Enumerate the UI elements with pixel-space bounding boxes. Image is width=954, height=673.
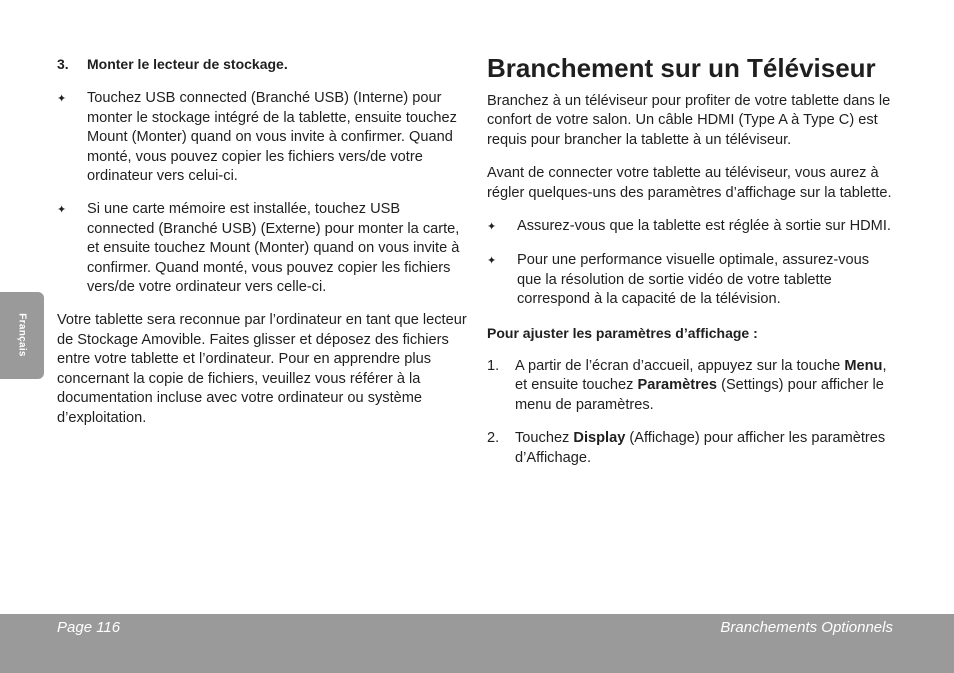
language-tab bbox=[0, 292, 44, 379]
item-text-part: A partir de l’écran d’accueil, appuyez sur la touche bbox=[515, 358, 845, 375]
list-item bbox=[487, 251, 892, 309]
bullet-text: Si une carte mémoire est installée, touchez USB connected (Branché USB) (Externe) pour monter la carte, et ensuite touchez Mount (Monter) quand on vous invite à confirmer. Quand monté, vous pouvez copier les fichiers vers/de votre ordinateur vers celle-ci. bbox=[87, 201, 460, 296]
item-number: 2. bbox=[487, 430, 500, 447]
bullet-text: Assurez-vous que la tablette est réglée à sortie sur HDMI. bbox=[517, 218, 891, 235]
page-title: Branchement sur un Téléviseur bbox=[487, 53, 876, 83]
settings-term: Paramètres bbox=[637, 377, 718, 394]
list-item bbox=[57, 200, 467, 297]
body-paragraph: Avant de connecter votre tablette au téléviseur, vous aurez à régler quelques-uns des paramètres d’affichage sur la tablette. bbox=[487, 165, 892, 201]
page-number: Page 116 bbox=[57, 619, 121, 636]
step-3-heading bbox=[57, 55, 467, 74]
list-item bbox=[57, 89, 467, 186]
numbered-item bbox=[487, 357, 892, 415]
page-footer bbox=[0, 614, 954, 673]
item-text-part: Touchez bbox=[515, 430, 574, 447]
list-item bbox=[487, 217, 892, 237]
star-bullet-icon: ✦ bbox=[57, 93, 67, 106]
language-label: Français bbox=[16, 313, 28, 357]
body-paragraph: Votre tablette sera reconnue par l’ordinateur en tant que lecteur de Stockage Amovible. Faites glisser et déposez des fichiers entre votre tablette et l’ordinateur. Pour en apprendre plus concernant la copie de fichiers, veuillez vous référer à la documentation incluse avec votre ordinateur ou système d’exploitation. bbox=[57, 312, 467, 426]
star-bullet-icon: ✦ bbox=[57, 204, 67, 217]
step-title: Monter le lecteur de stockage. bbox=[87, 56, 288, 72]
bullet-text: Pour une performance visuelle optimale, assurez-vous que la résolution de sortie vidéo de votre tablette correspond à la capacité de la télévision. bbox=[517, 252, 870, 308]
item-text bbox=[515, 357, 892, 415]
numbered-item bbox=[487, 429, 892, 468]
item-number: 1. bbox=[487, 358, 500, 375]
item-text bbox=[515, 429, 892, 468]
item-text-part: (Settings) pour afficher le menu de paramètres. bbox=[515, 377, 884, 413]
star-bullet-icon: ✦ bbox=[487, 255, 497, 268]
step-number: 3. bbox=[57, 56, 69, 72]
bullet-text: Touchez USB connected (Branché USB) (Interne) pour monter le stockage intégré de la tablette, ensuite touchez Mount (Monter) quand on vous invite à confirmer. Quand monté, vous pouvez copier les fichiers vers/de votre ordinateur vers celui-ci. bbox=[87, 90, 457, 185]
menu-term: Menu bbox=[844, 358, 883, 375]
right-column bbox=[487, 55, 892, 482]
section-subheading: Pour ajuster les paramètres d’affichage : bbox=[487, 324, 758, 341]
item-text-part: , et ensuite touchez bbox=[515, 358, 887, 394]
display-term: Display bbox=[573, 430, 626, 447]
item-text-part: (Affichage) pour afficher les paramètres d’Affichage. bbox=[515, 430, 886, 466]
left-column bbox=[57, 55, 467, 442]
star-bullet-icon: ✦ bbox=[487, 221, 497, 234]
intro-paragraph: Branchez à un téléviseur pour profiter de votre tablette dans le confort de votre salon. Un câble HDMI (Type A à Type C) est requis pour brancher la tablette à un téléviseur. bbox=[487, 93, 891, 148]
section-name: Branchements Optionnels bbox=[720, 619, 893, 636]
